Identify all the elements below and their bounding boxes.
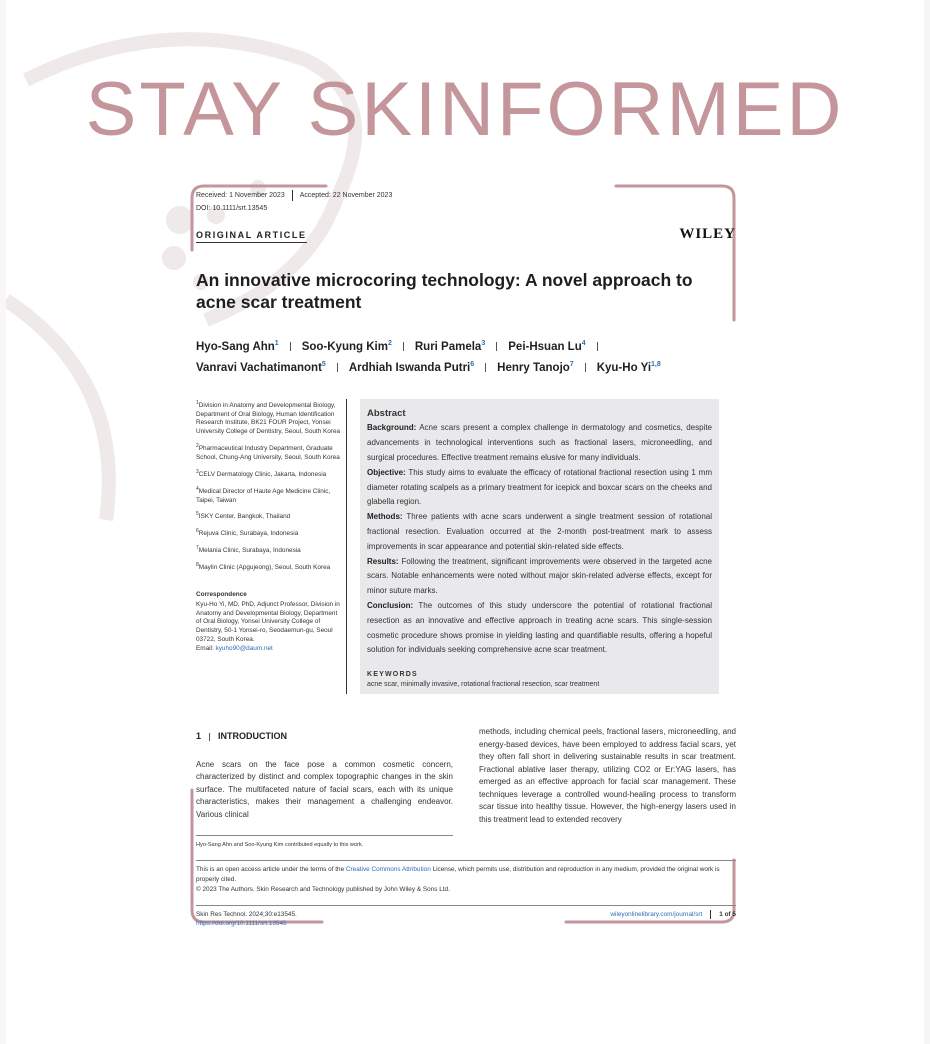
abstract-objective: Objective: This study aims to evaluate the efficacy of rotational fractional resection using 1 mm diameter rotating scalpels as a primary treatment for icepick and boxcar scars on the cheeks and glabella region. [367, 467, 712, 507]
journal-url-link[interactable]: wileyonlinelibrary.com/journal/srt [610, 910, 703, 918]
affiliation-item: $^1$Division in Anatomy and Developmental Biology, Department of Oral Biology, Human Identification Research Institute, BK21 FOUR Project, Yonsei University College of Dentistry, Seoul, South Korea [196, 399, 341, 436]
author-divider [403, 342, 404, 351]
article-title: An innovative microcoring technology: A novel approach to acne scar treatment [196, 270, 693, 312]
email-link[interactable]: kyuho90@daum.net [215, 644, 273, 652]
accepted-date: Accepted: 22 November 2023 [299, 192, 393, 199]
affiliation-item: $^2$Pharmaceutical Industry Department, Graduate School, Chung-Ang University, Seoul, South Korea [196, 442, 340, 461]
page-footer [196, 905, 736, 929]
author-divider [290, 342, 291, 351]
keywords-list: acne scar, minimally invasive, rotational fractional resection, scar treatment [367, 681, 600, 689]
abstract-conclusion: Conclusion: The outcomes of this study underscore the potential of rotational fractional resection as an innovative and effective approach in treating acne scars. This single-session cosmetic procedure shows promise in yielding lasting and quantifiable results, offering a hopeful solution for individuals seeking comprehensive acne scar treatment. [367, 601, 712, 655]
page [6, 0, 924, 1044]
publisher-logo: WILEY [679, 226, 736, 242]
doi-line: DOI: 10.1111/srt.13545 [196, 205, 268, 212]
author-divider [485, 363, 486, 372]
contribution-footnote: Hyo-Sang Ahn and Soo-Kyung Kim contributed equally to this work. [196, 835, 453, 852]
affiliation-item: $^4$Medical Director of Haute Age Medicine Clinic, Taipei, Taiwan [196, 485, 331, 504]
author-name[interactable]: Pei-Hsuan Lu$^4$ [508, 340, 586, 353]
received-date: Received: 1 November 2023 [196, 192, 285, 199]
doi-link[interactable]: https://doi.org/10.1111/srt.13545 [196, 920, 287, 928]
section-heading: 1 INTRODUCTION [196, 731, 288, 742]
author-name[interactable]: Vanravi Vachatimanont$^5$ [196, 360, 326, 374]
affiliation-item: $^8$Maylin Clinic (Apgujeong), Seoul, South Korea [196, 562, 331, 572]
author-divider [496, 342, 497, 351]
article-type-row [196, 226, 736, 243]
author-name[interactable]: Hyo-Sang Ahn$^1$ [196, 340, 279, 353]
journal-citation: Skin Res Technol. 2024;30:e13545. [196, 910, 297, 918]
correspondence-heading: Correspondence [196, 591, 247, 599]
copyright-line: © 2023 The Authors. Skin Research and Technology published by John Wiley & Sons Ltd. [196, 885, 450, 893]
license-notice: This is an open access article under the terms of the Creative Commons Attribution License, which permits use, distribution and reproduction in any medium, provided the original work is properly cited. © 2023 The Authors. Skin Research and Technology published by John Wiley & Sons Ltd. [196, 860, 736, 895]
article-page [196, 190, 736, 929]
front-matter [196, 399, 736, 695]
footer-right [610, 910, 736, 929]
introduction-paragraph-continued: methods, including chemical peels, fractional lasers, microneedling, and energy-based devices, have been employed to address facial scars, yet they often fall short in delivering sustainable results in scar treatment. Fractional ablative laser therapy, utilizing CO2 or Er:YAG lasers, has emerged as an effective approach for facial scar management. These techniques leverage a controlled wound-healing process to transform scar tissue into healthy tissue. However, the high-energy lasers used in this treatment lead to extended recovery [479, 727, 736, 824]
article-type: ORIGINAL ARTICLE [196, 230, 307, 243]
author-name[interactable]: Ardhiah Iswanda Putri$^6$ [348, 360, 475, 374]
correspondence-text: Kyu-Ho Yi, MD, PhD, Adjunct Professor, Division in Anatomy and Developmental Biology, Department of Oral Biology, Yonsei University College of Dentistry, 50-1 Yonsei-ro, Seodaemun-gu, Seoul 03722, South Korea. [196, 600, 340, 643]
author-name[interactable]: Ruri Pamela$^3$ [414, 340, 486, 353]
page-number: 1 of 5 [719, 910, 736, 918]
dates-divider [292, 190, 293, 201]
body-text [196, 726, 736, 852]
author-divider [337, 363, 338, 372]
dates-line [196, 190, 736, 201]
citation-block [196, 910, 297, 929]
abstract-results: Results: Following the treatment, significant improvements were observed in the targeted acne scars. Notable enhancements were noted without major skin-related adverse effects, except for minor suture marks. [367, 556, 712, 596]
affiliation-item: $^7$Melania Clinic, Surabaya, Indonesia [196, 545, 301, 555]
abstract-background: Background: Acne scars present a complex challenge in dermatology and cosmetics, despite advancements in technological interventions such as fractional lasers, microneedling, and surgical procedures. Effective treatment remains elusive for many individuals. [367, 423, 712, 463]
abstract-heading: Abstract [367, 407, 406, 419]
author-divider [597, 342, 598, 351]
correspondence-email-line: Email: kyuho90@daum.net [196, 644, 273, 652]
affiliation-item: $^6$Rejuva Clinic, Surabaya, Indonesia [196, 528, 299, 538]
banner-title: STAY SKINFORMED [85, 67, 845, 152]
abstract-methods: Methods: Three patients with acne scars underwent a single treatment session of rotational fractional resection. Evaluation occurred at the 2-month post-treatment mark to assess improvements in scar appearance and potential skin-related side effects. [367, 512, 712, 551]
introduction-paragraph: Acne scars on the face pose a common cosmetic concern, characterized by distinct and complex topographic changes in the skin surface. The multifaceted nature of facial scars, each with its unique characteristics, makes their management a challenging endeavor. Various clinical [196, 759, 453, 819]
body-column-left [196, 726, 453, 852]
body-column-right [479, 726, 736, 852]
author-name[interactable]: Soo-Kyung Kim$^2$ [301, 340, 392, 353]
abstract-box [360, 399, 719, 695]
keywords-heading: KEYWORDS [367, 671, 418, 679]
license-link[interactable]: Creative Commons Attribution [345, 865, 431, 873]
author-divider [585, 363, 586, 372]
affiliation-item: $^3$CELV Dermatology Clinic, Jakarta, Indonesia [196, 468, 327, 478]
author-name[interactable]: Kyu-Ho Yi$^{1,8}$ [596, 360, 661, 374]
affiliation-item: $^5$ISKY Center, Bangkok, Thailand [196, 511, 291, 521]
footer-divider [710, 910, 711, 919]
author-list [196, 335, 736, 377]
author-name[interactable]: Henry Tanojo$^7$ [497, 360, 574, 374]
affiliations-column [196, 399, 347, 695]
